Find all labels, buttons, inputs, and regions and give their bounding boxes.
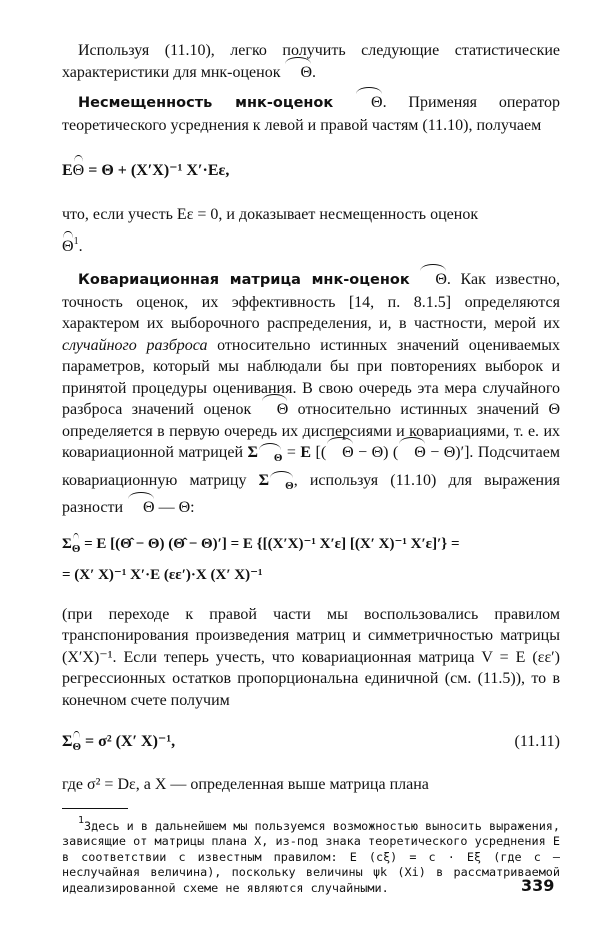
theta-hat: Θ bbox=[73, 160, 85, 182]
equation-2: $\Sigma_\Theta = E$ [(Θ̂ − Θ) (Θ̂ − Θ)′] = E {[(X′X)⁻¹ X′ε] [(X′ X)⁻¹ X′ε]′} = bbox=[62, 533, 560, 560]
text: , используя (11.10) для выражения разности bbox=[62, 471, 561, 516]
text: . bbox=[312, 63, 317, 81]
theta-hat: Θ bbox=[355, 92, 383, 114]
footnote-mark: 1 bbox=[78, 814, 85, 826]
section-title: Несмещенность мнк-оценок bbox=[78, 95, 334, 111]
equation-2-line-2 bbox=[62, 564, 560, 586]
text: . bbox=[78, 237, 83, 255]
theta-hat: Θ bbox=[127, 497, 155, 519]
equation-text: = (X′ X)⁻¹ X′·E (εε′)·X (X′ X)⁻¹ bbox=[62, 566, 263, 583]
equation-1: EΘ = Θ + (X′X)⁻¹ X′·Eε, bbox=[62, 160, 560, 182]
text: относительно истинных значений оцениваемых параметров, который мы наблюдали бы при повторениях выборок и принятой процедуры оценивания. В свою очередь эта мера случайного разброса значений оценок bbox=[62, 336, 561, 418]
section-covariance: Ковариационная матрица мнк-оценок Θ. Как известно, точность оценок, их эффективность [14, п. 8.1.5] определяются характером их выборочного распределения, и, в частности, мерой их случайного разброса относительно истинных значений оцениваемых параметров, который мы наблюдали бы при повторениях выборок и принятой процедуры оценивания. В свою очередь эта мера случайного разброса значений оценок Θ относительно истинных значений Θ определяется в первую очередь их дисперсиями и ковариациями, т. е. их ковариационной матрицей Σ $_\Theta$ = E [( Θ − Θ) ( Θ − Θ)′]. Подсчитаем ковариационную матрицу Σ $_\Theta$, используя (11.10) для выражения разности Θ — Θ: bbox=[62, 269, 560, 519]
footnote-rule bbox=[62, 808, 128, 809]
equation-number: (11.11) bbox=[514, 733, 560, 750]
text: Подсчитаем ковариационную матрицу bbox=[62, 444, 560, 489]
text: относительно истинных значений Θ определяется в первую очередь их дисперсиями и ковариациями, т. е. их ковариационной матрицей bbox=[62, 401, 561, 461]
footnote bbox=[62, 813, 560, 897]
text: . Как известно, точность оценок, их эффективность [14, п. 8.1.5] определяются характером их выборочного распределения, и, в частности, мерой их bbox=[62, 271, 561, 332]
theta-hat: Θ bbox=[261, 399, 289, 421]
equation-3: $\Sigma_\Theta = \sigma^2$ (X′ X)⁻¹, (11.11) bbox=[62, 731, 560, 758]
theta-hat: Θ bbox=[62, 236, 74, 258]
equation-text: = E [(Θ̂ − Θ) (Θ̂ − Θ)′] = E {[(X′X)⁻¹ X′ε] [(X′ X)⁻¹ X′ε]′} = bbox=[84, 535, 460, 552]
italic-text: случайного разброса bbox=[62, 336, 208, 354]
page-body bbox=[62, 40, 560, 896]
text: где σ² = Dε, а X — определенная выше матрица плана bbox=[62, 776, 429, 793]
paragraph-intro bbox=[62, 40, 560, 83]
equation-text: = Θ + (X′X)⁻¹ X′·Eε, bbox=[88, 162, 230, 179]
text: . Применяя оператор теоретического усреднения к левой и правой частям (11.10), получаем bbox=[62, 94, 560, 134]
text: что, если учесть Eε = 0, и доказывает несмещенность оценок bbox=[62, 206, 479, 223]
page-number: 339 bbox=[521, 876, 555, 895]
paragraph-2 bbox=[62, 204, 560, 226]
section-title: Ковариационная матрица мнк-оценок bbox=[78, 272, 410, 288]
paragraph-3 bbox=[62, 604, 560, 712]
text: (при переходе к правой части мы воспользовались правилом транспонирования произведения матриц и симметричностью матрицы (X′X)⁻¹. Если теперь учесть, что ковариационная матрица V = E (εε′) регрессионных остатков пропорциональна единичной (см. (11.5)), то в конечном счете получим bbox=[62, 605, 560, 709]
theta-hat: Θ bbox=[419, 269, 447, 291]
text: Используя (11.10), легко получить следующие статистические характеристики для мнк-оценок bbox=[62, 42, 560, 81]
paragraph-2-end: $\Theta^1$. bbox=[62, 231, 560, 258]
equation-text: = σ² (X′ X)⁻¹, bbox=[85, 733, 176, 750]
footnote-text: Здесь и в дальнейшем мы пользуемся возможностью выносить выражения, зависящие от матрицы плана X, из-под знака теоретического усреднения E в соответствии с известным правилом: E (cξ) = c · Eξ (где c — неслучайная величина), поскольку величины ψk (Xi) в рассматриваемой идеализированной схеме не являются случайными. bbox=[62, 818, 560, 895]
paragraph-4 bbox=[62, 774, 560, 796]
section-unbiasedness bbox=[62, 92, 560, 136]
theta-hat: Θ bbox=[284, 62, 312, 84]
